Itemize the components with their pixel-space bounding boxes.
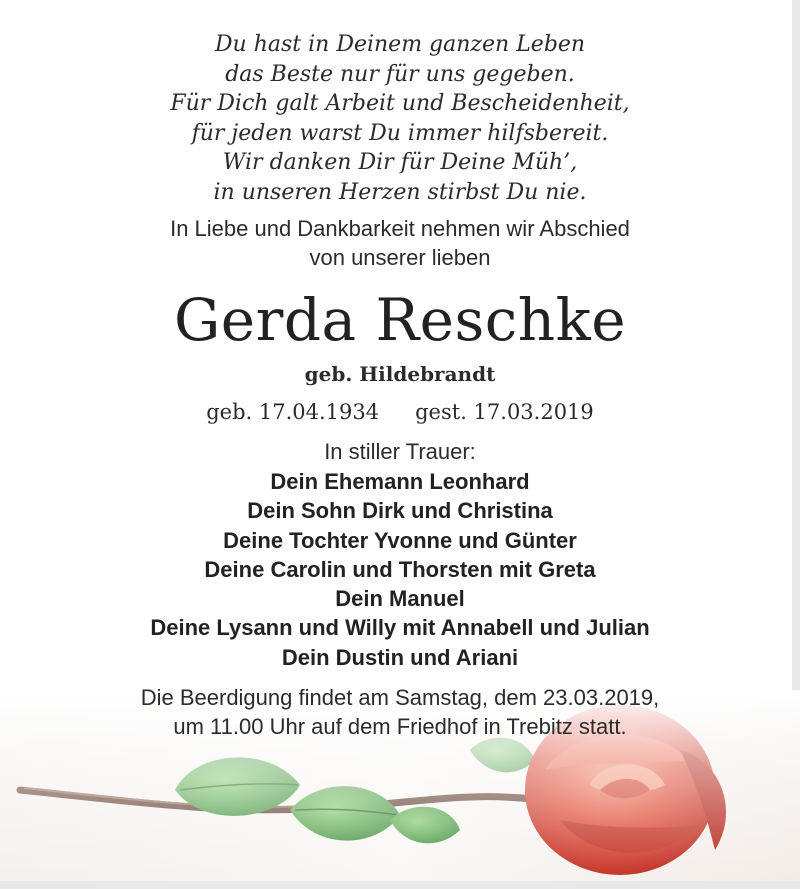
mourner-item: Deine Carolin und Thorsten mit Greta	[204, 556, 596, 582]
poem-line: Für Dich galt Arbeit und Bescheidenheit,	[170, 91, 630, 116]
deceased-name: Gerda Reschke	[173, 286, 627, 354]
poem	[0, 30, 800, 207]
poem-line: das Beste nur für uns gegeben.	[225, 61, 575, 87]
maiden-name: geb. Hildebrandt	[304, 362, 496, 386]
life-dates	[0, 396, 800, 428]
farewell-intro	[0, 214, 800, 272]
poem-line: Du hast in Deinem ganzen Leben	[214, 32, 586, 57]
poem-line: in unseren Herzen stirbst Du nie.	[213, 179, 587, 205]
mourner-item: Deine Lysann und Willy mit Annabell und Julian	[150, 615, 650, 641]
mourners-list	[0, 467, 800, 672]
mourner-item: Dein Dustin und Ariani	[281, 644, 519, 670]
funeral-line: um 11.00 Uhr auf dem Friedhof in Trebitz statt.	[173, 714, 627, 739]
intro-line: von unserer lieben	[309, 245, 491, 270]
poem-line: für jeden warst Du immer hilfsbereit.	[191, 120, 609, 146]
mourning-label: In stiller Trauer:	[324, 439, 476, 464]
mourner-item: Dein Ehemann Leonhard	[270, 469, 530, 494]
mourner-item: Deine Tochter Yvonne und Günter	[223, 527, 577, 553]
mourner-item: Dein Sohn Dirk und Christina	[247, 498, 553, 524]
intro-line: In Liebe und Dankbarkeit nehmen wir Abschied	[170, 216, 630, 241]
birth-date: geb. 17.04.1934	[206, 400, 380, 424]
frame-edge	[0, 881, 800, 889]
funeral-line: Die Beerdigung findet am Samstag, dem 23.03.2019,	[140, 685, 660, 710]
poem-line: Wir danken Dir für Deine Müh’,	[222, 150, 578, 175]
mourner-item: Dein Manuel	[335, 586, 465, 612]
death-date: gest. 17.03.2019	[415, 400, 594, 424]
funeral-details	[0, 683, 800, 741]
